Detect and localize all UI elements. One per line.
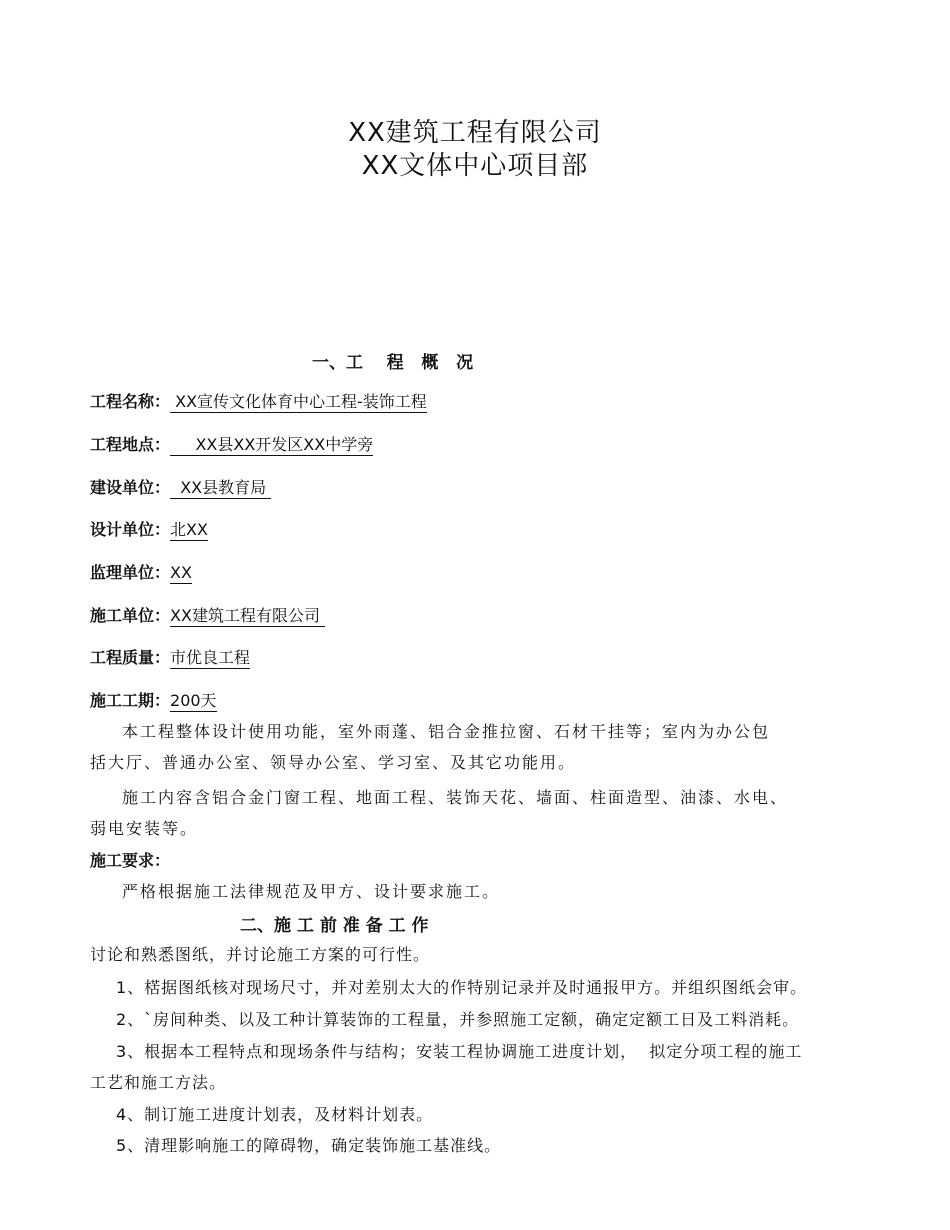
field-project-location bbox=[90, 432, 373, 455]
field-label: 施工工期： bbox=[90, 691, 171, 710]
field-label: 工程质量： bbox=[90, 648, 171, 667]
field-label: 工程名称： bbox=[90, 392, 171, 411]
field-supervisor bbox=[90, 560, 192, 583]
field-designer bbox=[90, 517, 208, 540]
field-duration bbox=[90, 688, 217, 711]
field-label: 监理单位： bbox=[90, 563, 171, 582]
preparation-item: 3、根据本工程特点和现场条件与结构；安装工程协调施工进度计划， 拟定分项工程的施工 bbox=[116, 1042, 803, 1061]
field-project-name bbox=[90, 389, 427, 412]
field-label: 施工单位： bbox=[90, 606, 171, 625]
scope-paragraph-line: 弱电安装等。 bbox=[90, 819, 199, 838]
section-title-overview: 一、工 程 概 况 bbox=[312, 353, 474, 373]
field-owner bbox=[90, 475, 271, 498]
overview-paragraph-line: 本工程整体设计使用功能，室外雨蓬、铝合金推拉窗、石材干挂等；室内为办公包 bbox=[122, 722, 771, 741]
field-value: 200天 bbox=[170, 691, 217, 710]
requirements-text: 严格根据施工法律规范及甲方、设计要求施工。 bbox=[122, 882, 501, 901]
field-value: XX bbox=[170, 563, 192, 582]
preparation-intro: 讨论和熟悉图纸，并讨论施工方案的可行性。 bbox=[90, 945, 431, 964]
field-value: 市优良工程 bbox=[170, 648, 251, 667]
field-label: 建设单位： bbox=[90, 478, 171, 497]
preparation-item-continuation: 工艺和施工方法。 bbox=[90, 1073, 227, 1092]
field-contractor bbox=[90, 603, 325, 626]
scope-paragraph-line: 施工内容含铝合金门窗工程、地面工程、装饰天花、墙面、柱面造型、油漆、水电、 bbox=[122, 788, 789, 807]
preparation-item: 1、楛据图纸核对现场尺寸，并对差别太大的作特别记录并及时通报甲方。并组织图纸会审。 bbox=[116, 978, 808, 997]
field-value: XX宣传文化体育中心工程-装饰工程 bbox=[170, 392, 427, 411]
requirements-label: 施工要求： bbox=[90, 851, 171, 870]
section-title-preparation: 二、施 工 前 准 备 工 作 bbox=[240, 916, 429, 936]
field-quality bbox=[90, 645, 250, 668]
project-department: XX文体中心项目部 bbox=[361, 151, 589, 181]
field-value: XX县教育局 bbox=[170, 478, 272, 497]
field-value: XX县XX开发区XX中学旁 bbox=[170, 435, 374, 454]
field-label: 工程地点： bbox=[90, 435, 171, 454]
preparation-item: 5、清理影响施工的障碍物，确定装饰施工基准线。 bbox=[116, 1136, 502, 1155]
field-value: XX建筑工程有限公司 bbox=[170, 606, 326, 625]
overview-paragraph-line: 括大厅、普通办公室、领导办公室、学习室、及其它功能用。 bbox=[90, 753, 577, 772]
company-name: XX建筑工程有限公司 bbox=[348, 118, 602, 148]
field-label: 设计单位： bbox=[90, 520, 171, 539]
preparation-item: 2、`房间种类、以及工种计算装饰的工程量，并参照施工定额，确定定额工日及工料消耗。 bbox=[116, 1010, 800, 1029]
preparation-item: 4、制订施工进度计划表，及材料计划表。 bbox=[116, 1105, 434, 1124]
field-value: 北XX bbox=[170, 520, 208, 539]
